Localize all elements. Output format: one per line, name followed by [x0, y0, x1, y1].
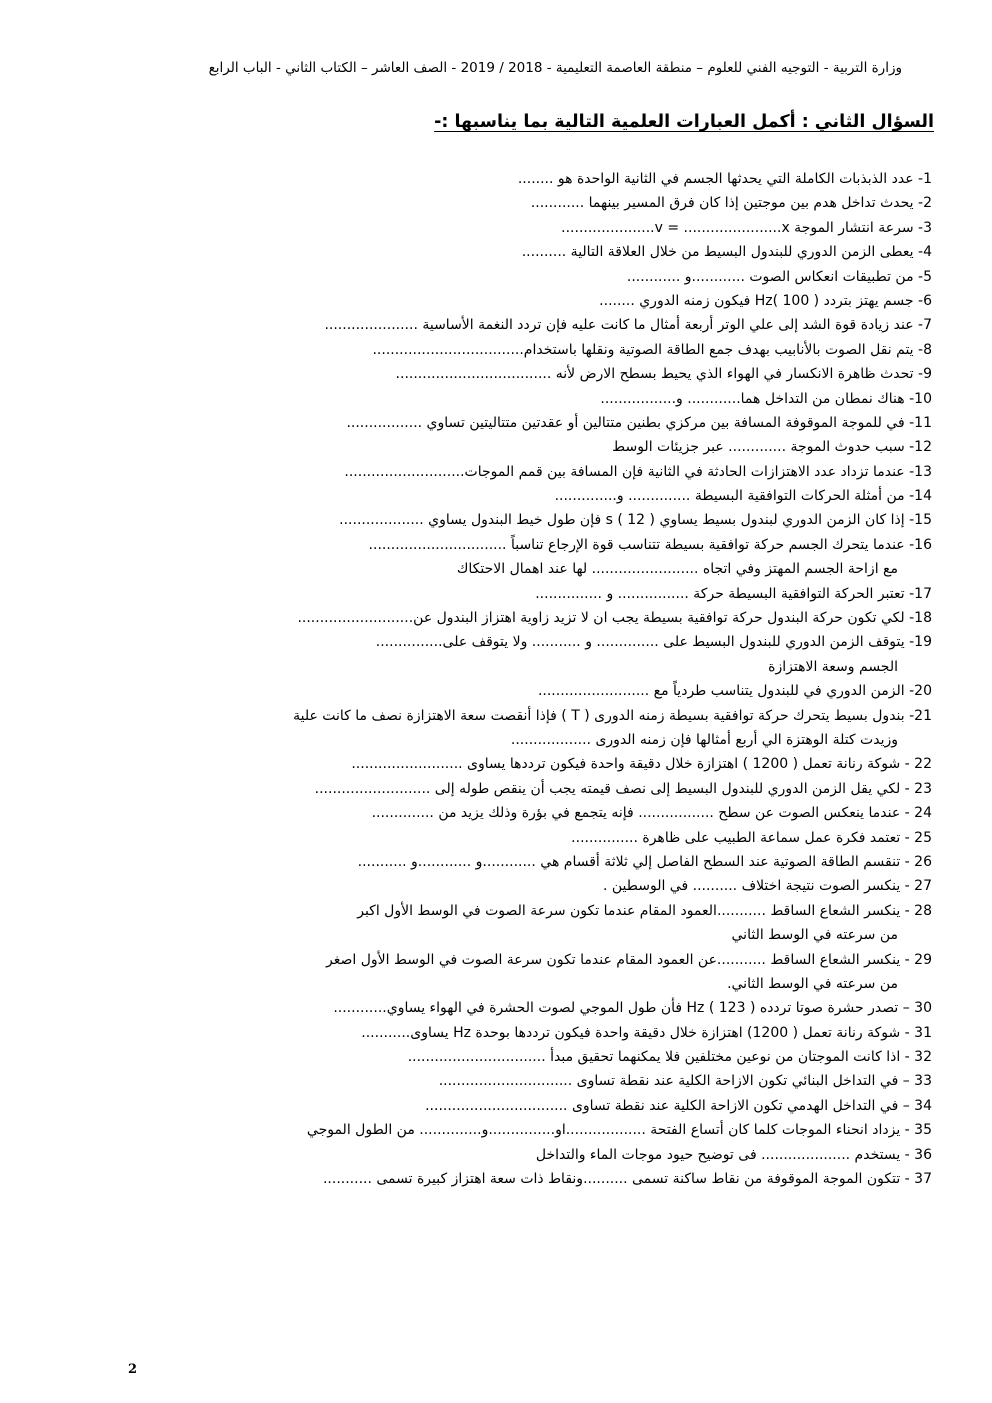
question-line: 27 - ينكسر الصوت نتيجة اختلاف .......... في الوسطين .: [602, 878, 932, 895]
question-line: 18- لكي تكون حركة البندول حركة توافقية بسيطة يجب ان لا تزيد زاوية اهتزاز البندول عن..........................: [297, 610, 932, 627]
question-line: 12- سبب حدوث الموجة ............. عبر جزيئات الوسط: [612, 439, 932, 456]
question-line: 9- تحدث ظاهرة الانكسار في الهواء الذي يحيط بسطح الارض لأنه ...................................: [395, 366, 932, 383]
question-title: السؤال الثاني : أكمل العبارات العلمية التالية بما يناسبها :-: [434, 112, 934, 132]
question-line: 10- هناك نمطان من التداخل هما............ و.................: [600, 390, 932, 407]
question-line: 29 - ينكسر الشعاع الساقط ...........عن العمود المقام عندما تكون سرعة الصوت في الوسط الأول اصغر: [326, 951, 932, 968]
question-line: 16- عندما يتحرك الجسم حركة توافقية بسيطة تتناسب قوة الإرجاع تناسباً ...............................: [368, 536, 932, 553]
question-line: 2- يحدث تداخل هدم بين موجتين إذا كان فرق المسير بينهما ............: [530, 195, 932, 212]
question-line: 11- في للموجة الموقوفة المسافة بين مركزي بطنين متتالين أو عقدتين متتاليتين تساوي .................: [346, 414, 932, 431]
question-line: 1- عدد الذبذبات الكاملة التي يحدثها الجسم في الثانية الواحدة هو ........: [517, 171, 932, 187]
question-line: 36 - يستخدم .................... فى توضيح حيود موجات الماء والتداخل: [535, 1146, 932, 1163]
question-line: 15- إذا كان الزمن الدوري لبندول بسيط يساوي s ( 12 ) فإن طول خيط البندول يساوي ...................: [339, 512, 932, 529]
question-continuation: الجسم وسعة الاهتزازة: [768, 658, 898, 675]
question-line: 31 - شوكة رنانة تعمل ( 1200) اهتزازة خلال دقيقة واحدة فيكون ترددها بوحدة Hz يساوى...........: [361, 1024, 932, 1041]
question-line: 24 - عندما ينعكس الصوت عن سطح ................. فإنه يتجمع في بؤرة وذلك يزيد من ..............: [371, 805, 932, 822]
question-list: [40, 167, 932, 1191]
question-line: 28 - ينكسر الشعاع الساقط ...........العمود المقام عندما تكون سرعة الصوت في الوسط الأول اكبر: [357, 902, 932, 919]
question-line: 4- يعطى الزمن الدوري للبندول البسيط من خلال العلاقة التالية ..........: [521, 244, 932, 261]
question-line: 19- يتوقف الزمن الدوري للبندول البسيط على .............. و ........... ولا يتوقف على...............: [375, 634, 932, 651]
question-line: 17- تعتبر الحركة التوافقية البسيطة حركة ................ و ...............: [535, 585, 932, 602]
question-line: 33 – في التداخل البنائي تكون الازاحة الكلية عند نقطة تساوى ..............................: [438, 1073, 932, 1090]
question-continuation: وزيدت كتلة الوهتزة الي أربع أمثالها فإن زمنه الدورى ..................: [510, 731, 898, 748]
page-number: 2: [128, 1362, 138, 1377]
question-continuation: مع ازاحة الجسم المهتز وفي اتجاه ........................ لها عند اهمال الاحتكاك: [456, 561, 898, 578]
question-line: 20- الزمن الدوري في للبندول يتناسب طردياً مع .........................: [537, 683, 932, 700]
question-line: 21- بندول بسيط يتحرك حركة توافقية بسيطة زمنه الدورى ( T ) فإذا أنقصت سعة الاهتزازة نصف ما كانت علية: [293, 707, 932, 724]
question-line: 13- عندما تزداد عدد الاهتزازات الحادثة في الثانية فإن المسافة بين قمم الموجات...........................: [344, 463, 932, 480]
question-line: 7- عند زيادة قوة الشد إلى علي الوتر أربعة أمثال ما كانت عليه فإن تردد النغمة الأساسية .....................: [324, 317, 932, 334]
question-line: 25 - تعتمد فكرة عمل سماعة الطبيب على ظاهرة ...............: [571, 829, 932, 846]
question-continuation: من سرعته في الوسط الثاني: [731, 927, 898, 944]
question-line: 14- من أمثلة الحركات التوافقية البسيطة .............. و..............: [554, 488, 932, 505]
question-line: 8- يتم نقل الصوت بالأنابيب بهدف جمع الطاقة الصوتية ونقلها باستخدام..................................: [372, 341, 932, 358]
question-line: 23 - لكي يقل الزمن الدوري للبندول البسيط إلى نصف قيمته يجب أن ينقص طوله إلى ..........................: [314, 780, 932, 797]
question-line: 6- جسم يهتز بتردد Hz( 100 ) فيكون زمنه الدوري ........: [599, 292, 932, 309]
question-line: 22 - شوكة رنانة تعمل ( 1200 ) اهتزازة خلال دقيقة واحدة فيكون ترددها يساوى .........................: [351, 756, 932, 773]
question-line: 3- سرعة انتشار الموجة v = ......................x.....................: [561, 219, 932, 236]
question-line: 34 – في التداخل الهدمي تكون الازاحة الكلية عند نقطة تساوى ................................: [425, 1097, 932, 1114]
question-line: 26 - تنقسم الطاقة الصوتية عند السطح الفاصل إلي ثلاثة أقسام هي ............و ............و ...........: [357, 853, 932, 870]
question-line: 5- من تطبيقات انعكاس الصوت ............و ............: [626, 268, 932, 285]
page-header: وزارة التربية - التوجيه الفني للعلوم – منطقة العاصمة التعليمية - 2018 / 2019 - الصف العاشر – الكتاب الثاني - الباب الرابع: [208, 60, 902, 76]
question-line: 37 - تتكون الموجة الموقوفة من نقاط ساكنة تسمى ..........ونقاط ذات سعة اهتزاز كبيرة تسمى ...........: [322, 1171, 932, 1188]
question-line: 30 – تصدر حشرة صوتا تردده Hz ( 123 ) فأن طول الموجي لصوت الحشرة في الهواء يساوي............: [333, 1000, 932, 1017]
question-line: 35 - يزداد انحناء الموجات كلما كان أتساع الفتحة ..................او...............و.............. من الطول الموجي: [306, 1122, 932, 1139]
question-line: 32 - اذا كانت الموجتان من نوعين مختلفين فلا يمكنهما تحقيق مبدأ ...............................: [407, 1049, 932, 1066]
question-continuation: من سرعته في الوسط الثاني.: [727, 975, 898, 992]
